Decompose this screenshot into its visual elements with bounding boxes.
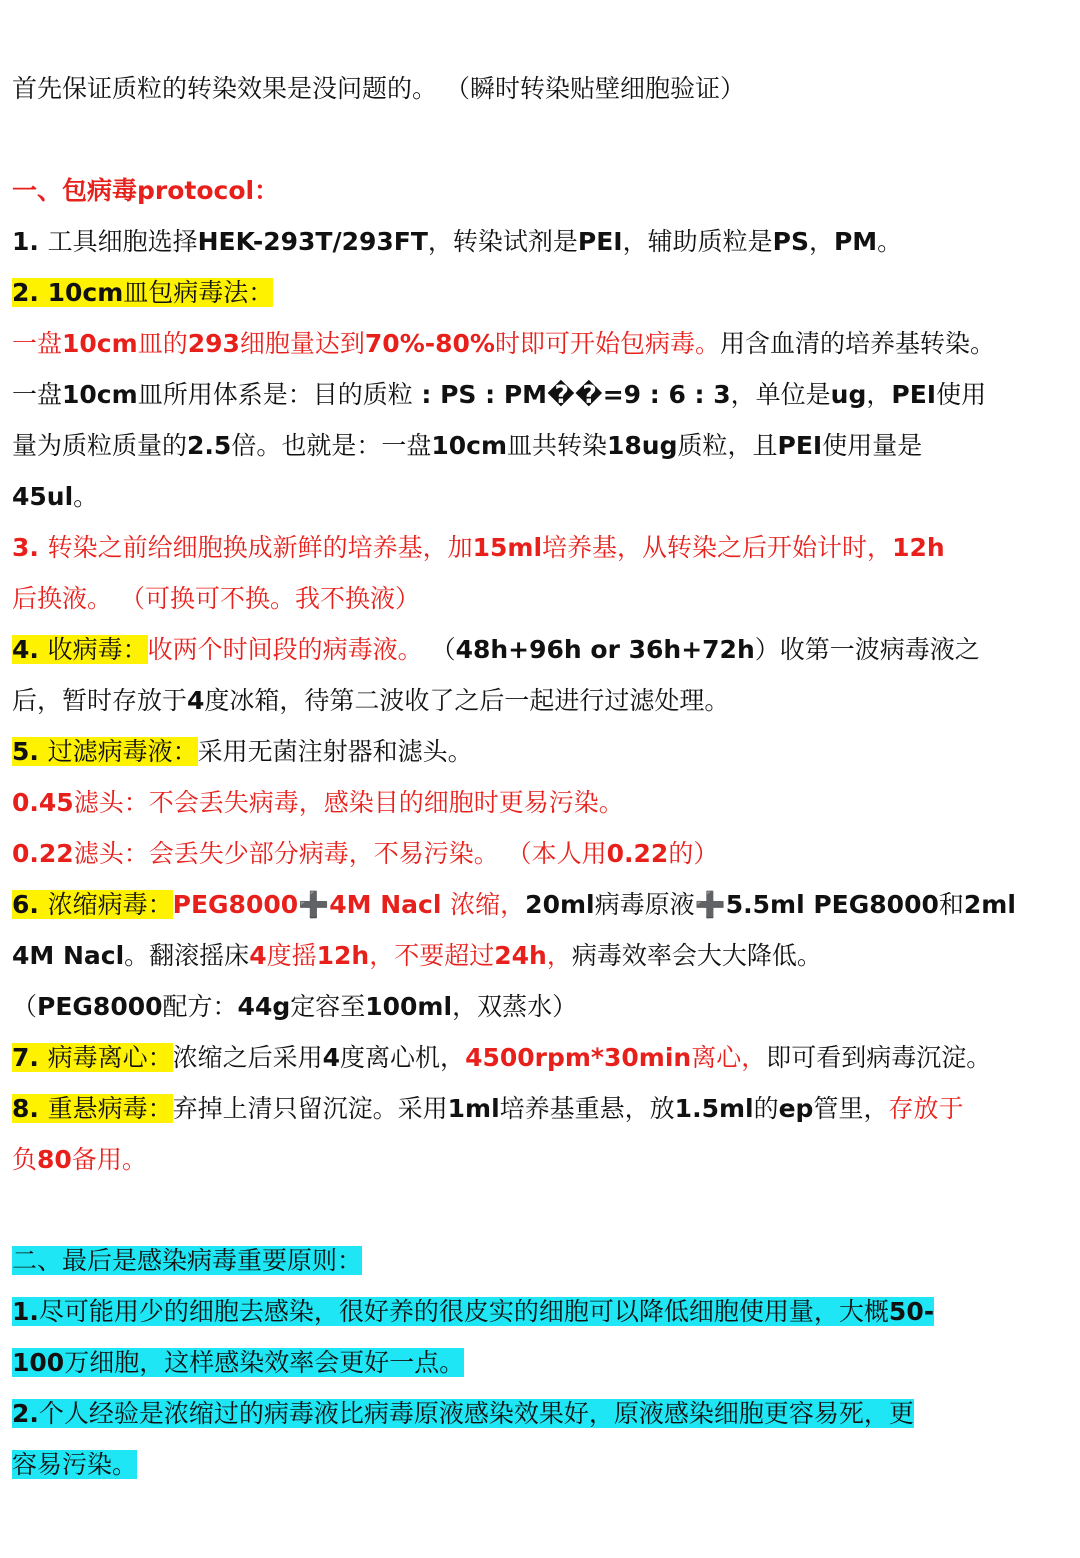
text-line: [12, 783, 1066, 823]
text-run: 用含血清的培养基转染。: [719, 329, 995, 358]
text-line: [12, 69, 1066, 109]
text-run: 万细胞，这样感染效率会更好一点。: [64, 1348, 465, 1377]
text-run: 量为质粒质量的: [12, 431, 188, 460]
text-run: 备用。: [71, 1145, 147, 1174]
text-run: 0.45: [12, 788, 74, 817]
text-run: 工具细胞选择: [47, 227, 198, 256]
text-run: PEG8000: [172, 890, 299, 919]
text-run: ，: [808, 227, 834, 256]
text-line: [12, 426, 1066, 466]
text-run: 4M Nacl: [12, 941, 125, 970]
text-line: [12, 1089, 1066, 1129]
text-line: [12, 579, 1066, 619]
text-run: ep: [778, 1094, 814, 1123]
text-run: 100ml: [365, 992, 453, 1021]
text-run: 定容至: [290, 992, 366, 1021]
text-run: 收病毒：: [47, 635, 148, 664]
text-run: ug: [830, 380, 867, 409]
text-run: 10cm: [62, 380, 138, 409]
text-run: 皿的: [137, 329, 188, 358]
text-run: 2.: [12, 1399, 39, 1428]
text-run: 管里，: [813, 1094, 889, 1123]
text-run: 24h: [494, 941, 547, 970]
text-run: 2ml: [963, 890, 1016, 919]
text-run: 100: [12, 1348, 65, 1377]
text-run: 45ul: [12, 482, 74, 511]
text-run: 48h+96h or 36h+72h: [455, 635, 755, 664]
text-run: PEI: [891, 380, 937, 409]
text-run: ，双蒸水）: [452, 992, 578, 1021]
text-run: 4M Nacl: [329, 890, 451, 919]
text-run: 80: [37, 1145, 72, 1174]
text-line: [12, 885, 1066, 925]
text-run: 2.5: [187, 431, 232, 460]
text-run: （: [12, 992, 38, 1021]
text-run: 后，暂时存放于: [12, 686, 188, 715]
text-run: 培养基重悬，放: [499, 1094, 675, 1123]
text-run: 即可看到病毒沉淀。: [766, 1043, 992, 1072]
text-line: [12, 1445, 1066, 1485]
text-run: 容易污染。: [12, 1450, 138, 1479]
text-run: 滤头：不会丢失病毒，感染目的细胞时更易污染。: [73, 788, 624, 817]
text-run: 4.: [12, 635, 48, 664]
text-run: ，: [866, 380, 892, 409]
text-run: 。翻滚摇床: [124, 941, 250, 970]
text-line: [12, 324, 1066, 364]
text-run: 浓缩，: [450, 890, 526, 919]
text-run: 病毒离心：: [47, 1043, 173, 1072]
text-line: [12, 375, 1066, 415]
text-run: 个人经验是浓缩过的病毒液比病毒原液感染效果好，原液感染细胞更容易死，更: [38, 1399, 914, 1428]
text-run: 时即可开始包病毒。: [494, 329, 720, 358]
text-run: 3.: [12, 533, 48, 562]
text-run: 和: [938, 890, 964, 919]
text-run: 度摇: [266, 941, 317, 970]
text-run: 转染之前给细胞换成新鲜的培养基，加: [47, 533, 473, 562]
text-run: PM: [833, 227, 878, 256]
text-run: PS: [772, 227, 809, 256]
text-run: 1.5ml: [674, 1094, 754, 1123]
text-line: [12, 1343, 1066, 1383]
text-run: 重悬病毒：: [47, 1094, 173, 1123]
text-run: 12h: [892, 533, 945, 562]
text-run: 度冰箱，待第二波收了之后一起进行过滤处理。: [204, 686, 730, 715]
text-run: 收两个时间段的病毒液。: [147, 635, 423, 664]
text-run: ➕: [694, 890, 726, 919]
text-run: 2. 10cm: [12, 278, 124, 307]
text-run: 皿共转染: [507, 431, 608, 460]
text-run: 采用无菌注射器和滤头。: [197, 737, 473, 766]
text-run: 。: [73, 482, 99, 511]
text-line: [12, 936, 1066, 976]
text-run: 弃掉上清只留沉淀。采用: [172, 1094, 448, 1123]
text-run: 后换液。 （可换可不换。我不换液）: [12, 584, 420, 613]
text-run: 细胞量达到: [239, 329, 365, 358]
text-run: 18ug: [607, 431, 678, 460]
text-run: 一、包病毒protocol：: [12, 176, 280, 205]
text-run: 4: [187, 686, 205, 715]
text-run: ➕: [298, 890, 330, 919]
text-run: 质粒，且: [677, 431, 778, 460]
text-line: [12, 681, 1066, 721]
text-run: 7.: [12, 1043, 48, 1072]
text-line: [12, 1394, 1066, 1434]
text-run: 1.: [12, 1297, 39, 1326]
text-line: [12, 834, 1066, 874]
text-run: 293: [187, 329, 240, 358]
text-run: 存放于: [888, 1094, 964, 1123]
text-line: [12, 171, 1066, 211]
text-run: 负: [12, 1145, 38, 1174]
text-line: [12, 273, 1066, 313]
text-run: 二、最后是感染病毒重要原则：: [12, 1246, 363, 1275]
text-run: 70%-80%: [364, 329, 495, 358]
text-run: 4: [322, 1043, 341, 1072]
text-line: [12, 732, 1066, 772]
text-line: [12, 1292, 1066, 1332]
text-run: 10cm: [431, 431, 507, 460]
text-run: ，转染试剂是: [427, 227, 578, 256]
text-run: 。: [877, 227, 903, 256]
text-run: 44g: [237, 992, 291, 1021]
text-run: 5.: [12, 737, 48, 766]
text-line: [12, 1140, 1066, 1180]
text-line: [12, 1038, 1066, 1078]
text-line: [12, 987, 1066, 1027]
text-run: 配方：: [162, 992, 238, 1021]
text-run: 病毒原液: [594, 890, 695, 919]
text-run: 浓缩之后采用: [172, 1043, 323, 1072]
text-run: 4: [249, 941, 267, 970]
text-run: （: [422, 635, 456, 664]
text-line: [12, 528, 1066, 568]
text-run: 的）: [668, 839, 719, 868]
text-run: 离心，: [691, 1043, 767, 1072]
text-run: ，: [546, 941, 572, 970]
text-run: 滤头：会丢失少部分病毒，不易污染。 （本人用: [73, 839, 607, 868]
text-run: 一盘: [12, 329, 63, 358]
text-run: 20ml: [525, 890, 595, 919]
text-run: 12h: [316, 941, 370, 970]
text-run: 过滤病毒液：: [47, 737, 198, 766]
text-run: 1ml: [447, 1094, 500, 1123]
text-run: 一盘: [12, 380, 63, 409]
text-line: [12, 1241, 1066, 1281]
text-run: : PS : PM��=9 : 6 : 3: [412, 380, 731, 409]
text-line: [12, 630, 1066, 670]
text-run: PEI: [777, 431, 823, 460]
text-run: 的: [753, 1094, 779, 1123]
text-run: 病毒效率会大大降低。: [571, 941, 822, 970]
text-run: 使用量是: [822, 431, 923, 460]
text-run: 浓缩病毒：: [47, 890, 173, 919]
text-run: 5.5ml PEG8000: [725, 890, 939, 919]
text-run: PEG8000: [37, 992, 163, 1021]
text-run: 10cm: [62, 329, 138, 358]
text-run: ）收第一波病毒液之: [754, 635, 980, 664]
text-line: [12, 222, 1066, 262]
text-run: 0.22: [12, 839, 74, 868]
text-run: 度离心机，: [340, 1043, 466, 1072]
text-run: 50-: [888, 1297, 935, 1326]
text-run: 15ml: [472, 533, 543, 562]
text-run: 首先保证质粒的转染效果是没问题的。 （瞬时转染贴壁细胞验证）: [12, 74, 745, 103]
text-run: 4500rpm*30min: [465, 1043, 692, 1072]
text-line: [12, 477, 1066, 517]
text-run: ，辅助质粒是: [622, 227, 773, 256]
text-run: 1.: [12, 227, 48, 256]
text-run: 尽可能用少的细胞去感染，很好养的很皮实的细胞可以降低细胞使用量，大概: [38, 1297, 889, 1326]
text-run: ，不要超过: [369, 941, 495, 970]
text-run: 皿包病毒法：: [123, 278, 274, 307]
text-run: 皿所用体系是：目的质粒: [137, 380, 413, 409]
text-run: 倍。也就是：一盘: [231, 431, 432, 460]
text-run: ，单位是: [730, 380, 831, 409]
text-run: 培养基，从转染之后开始计时，: [542, 533, 893, 562]
text-run: 6.: [12, 890, 48, 919]
text-run: PEI: [577, 227, 623, 256]
text-run: 0.22: [606, 839, 669, 868]
text-run: 使用: [936, 380, 987, 409]
text-run: HEK-293T/293FT: [197, 227, 428, 256]
text-run: 8.: [12, 1094, 48, 1123]
